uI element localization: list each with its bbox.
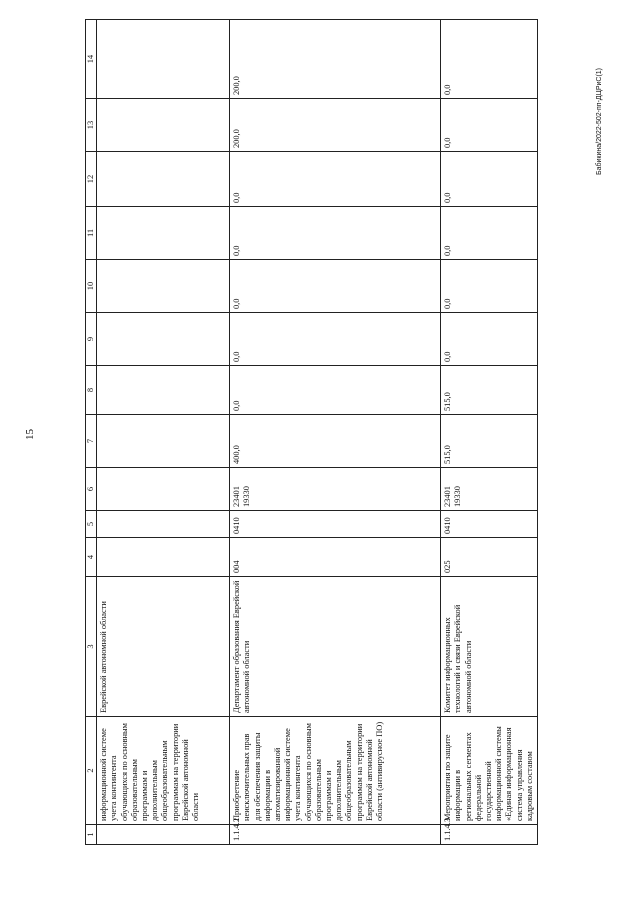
document-code: Бабикина/2022-502-пп-ДЦРиС(1): [596, 67, 603, 175]
col-header: 9: [86, 313, 97, 366]
cell-value: [97, 99, 230, 152]
cell-number: [97, 825, 230, 845]
cell-value: 0,0: [230, 207, 441, 260]
cell-value: 515,0: [441, 415, 538, 468]
col-header: 1: [86, 825, 97, 845]
cell-executor: Комитет информационных технологий и связи Еврейской автономной области: [441, 577, 538, 717]
cell-value: [97, 207, 230, 260]
cell-value: [97, 152, 230, 207]
col-header: 11: [86, 207, 97, 260]
col-header: 6: [86, 468, 97, 511]
cell-value: 0,0: [230, 152, 441, 207]
cell-executor: Еврейской автономной области: [97, 577, 230, 717]
col-header: 5: [86, 511, 97, 538]
cell-value: [97, 366, 230, 415]
rotated-table-container: [85, 20, 534, 845]
cell-value: [97, 415, 230, 468]
cell-rzpr: [97, 511, 230, 538]
cell-measure: Мероприятия по защите информации в региональных сегментах федеральной государственной информационной системы «Единая информационная система управления кадровым составом: [441, 717, 538, 825]
cell-value: 0,0: [441, 313, 538, 366]
col-header: 8: [86, 366, 97, 415]
cell-value: 0,0: [230, 313, 441, 366]
col-header: 14: [86, 20, 97, 99]
cell-value: 0,0: [230, 260, 441, 313]
table-row: [230, 20, 441, 845]
cell-executor: Департамент образования Еврейской автономной области: [230, 577, 441, 717]
table-row: [441, 20, 538, 845]
cell-grbs: [97, 538, 230, 577]
cell-csr: [97, 468, 230, 511]
cell-value: 0,0: [441, 207, 538, 260]
cell-value: [97, 260, 230, 313]
col-header: 3: [86, 577, 97, 717]
col-header: 7: [86, 415, 97, 468]
col-header: 10: [86, 260, 97, 313]
cell-rzpr: 0410: [230, 511, 441, 538]
page-number: 15: [24, 429, 36, 440]
header-row: [86, 20, 97, 845]
cell-value: 0,0: [441, 152, 538, 207]
cell-value: 200,0: [230, 99, 441, 152]
col-header: 13: [86, 99, 97, 152]
cell-value: 515,0: [441, 366, 538, 415]
cell-value: 0,0: [441, 260, 538, 313]
cell-number: 1.1.4.2: [230, 825, 441, 845]
cell-number: 1.1.4.3: [441, 825, 538, 845]
cell-value: 0,0: [230, 366, 441, 415]
table-row: [97, 20, 230, 845]
cell-value: [97, 313, 230, 366]
cell-csr: 23401 19330: [441, 468, 538, 511]
cell-grbs: 025: [441, 538, 538, 577]
budget-table: [85, 19, 538, 845]
cell-value: 0,0: [441, 20, 538, 99]
cell-value: [97, 20, 230, 99]
cell-grbs: 004: [230, 538, 441, 577]
cell-value: 0,0: [441, 99, 538, 152]
cell-csr: 23401 19330: [230, 468, 441, 511]
col-header: 4: [86, 538, 97, 577]
cell-rzpr: 0410: [441, 511, 538, 538]
cell-value: 400,0: [230, 415, 441, 468]
cell-value: 200,0: [230, 20, 441, 99]
cell-measure: Приобретение неисключительных прав для обеспечения защиты информации в автоматизированной информационной системе учета контингента обучающихся по основным образовательным программам и дополнительным общеобразовательным программам на территории Еврейской автономной области (антивирусное ПО): [230, 717, 441, 825]
col-header: 12: [86, 152, 97, 207]
col-header: 2: [86, 717, 97, 825]
cell-measure: информационной системе учета контингента обучающихся по основным образовательным программам и дополнительным общеобразовательным программам на территории Еврейской автономной области: [97, 717, 230, 825]
